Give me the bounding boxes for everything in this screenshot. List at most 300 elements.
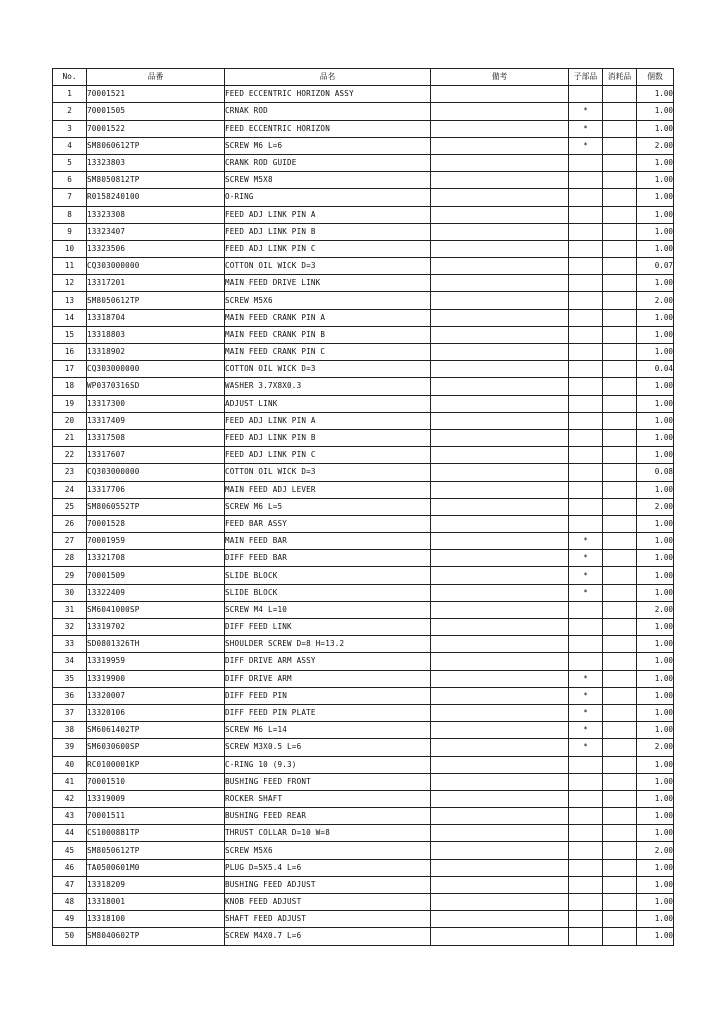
cell-consumable — [603, 481, 637, 498]
cell-part-name: SCREW M3X0.5 L=6 — [225, 739, 431, 756]
cell-no: 8 — [53, 206, 87, 223]
table-row — [53, 653, 674, 670]
cell-consumable — [603, 120, 637, 137]
cell-part-number: 13318209 — [87, 876, 225, 893]
cell-remarks — [431, 876, 569, 893]
cell-quantity: 1.00 — [637, 825, 674, 842]
cell-part-number: 13319900 — [87, 670, 225, 687]
cell-sub-part — [569, 773, 603, 790]
cell-consumable — [603, 189, 637, 206]
cell-part-number: 70001522 — [87, 120, 225, 137]
cell-sub-part — [569, 361, 603, 378]
cell-sub-part: * — [569, 567, 603, 584]
cell-consumable — [603, 842, 637, 859]
table-row — [53, 206, 674, 223]
cell-part-name: SLIDE BLOCK — [225, 584, 431, 601]
table-row — [53, 326, 674, 343]
cell-remarks — [431, 309, 569, 326]
cell-part-name: FEED BAR ASSY — [225, 515, 431, 532]
cell-part-name: DIFF FEED LINK — [225, 619, 431, 636]
cell-part-name: C-RING 10 (9.3) — [225, 756, 431, 773]
cell-remarks — [431, 894, 569, 911]
cell-quantity: 1.00 — [637, 756, 674, 773]
cell-quantity: 1.00 — [637, 172, 674, 189]
table-row — [53, 601, 674, 618]
cell-consumable — [603, 412, 637, 429]
cell-no: 1 — [53, 86, 87, 103]
cell-sub-part: * — [569, 722, 603, 739]
cell-sub-part: * — [569, 550, 603, 567]
cell-part-number: WP0370316SD — [87, 378, 225, 395]
cell-remarks — [431, 447, 569, 464]
cell-quantity: 1.00 — [637, 687, 674, 704]
cell-no: 45 — [53, 842, 87, 859]
cell-remarks — [431, 722, 569, 739]
cell-no: 48 — [53, 894, 87, 911]
cell-consumable — [603, 808, 637, 825]
cell-part-name: SCREW M5X6 — [225, 842, 431, 859]
cell-part-number: SM6061402TP — [87, 722, 225, 739]
cell-quantity: 1.00 — [637, 120, 674, 137]
cell-no: 11 — [53, 258, 87, 275]
cell-quantity: 1.00 — [637, 790, 674, 807]
cell-consumable — [603, 670, 637, 687]
table-row — [53, 154, 674, 171]
cell-consumable — [603, 756, 637, 773]
cell-part-name: FEED ECCENTRIC HORIZON — [225, 120, 431, 137]
cell-sub-part — [569, 429, 603, 446]
cell-part-number: CS1000881TP — [87, 825, 225, 842]
cell-remarks — [431, 189, 569, 206]
cell-part-number: SM6030600SP — [87, 739, 225, 756]
cell-remarks — [431, 515, 569, 532]
table-row — [53, 189, 674, 206]
cell-part-number: 13318100 — [87, 911, 225, 928]
cell-remarks — [431, 533, 569, 550]
cell-consumable — [603, 86, 637, 103]
table-row — [53, 515, 674, 532]
table-row — [53, 361, 674, 378]
cell-part-number: 13317607 — [87, 447, 225, 464]
table-row — [53, 481, 674, 498]
cell-consumable — [603, 378, 637, 395]
cell-sub-part — [569, 876, 603, 893]
cell-remarks — [431, 584, 569, 601]
table-row — [53, 825, 674, 842]
cell-sub-part — [569, 154, 603, 171]
table-row — [53, 619, 674, 636]
cell-no: 21 — [53, 429, 87, 446]
cell-sub-part — [569, 395, 603, 412]
cell-part-name: O-RING — [225, 189, 431, 206]
cell-remarks — [431, 361, 569, 378]
cell-part-name: THRUST COLLAR D=10 W=8 — [225, 825, 431, 842]
cell-sub-part: * — [569, 704, 603, 721]
cell-quantity: 1.00 — [637, 773, 674, 790]
cell-part-number: CQ303000000 — [87, 258, 225, 275]
cell-no: 39 — [53, 739, 87, 756]
cell-consumable — [603, 584, 637, 601]
cell-part-number: 70001521 — [87, 86, 225, 103]
table-row — [53, 240, 674, 257]
table-row — [53, 103, 674, 120]
header-remarks: 備考 — [431, 69, 569, 86]
cell-no: 26 — [53, 515, 87, 532]
cell-part-name: MAIN FEED DRIVE LINK — [225, 275, 431, 292]
cell-remarks — [431, 653, 569, 670]
cell-no: 40 — [53, 756, 87, 773]
cell-remarks — [431, 601, 569, 618]
cell-no: 27 — [53, 533, 87, 550]
cell-no: 19 — [53, 395, 87, 412]
cell-consumable — [603, 137, 637, 154]
cell-remarks — [431, 275, 569, 292]
cell-no: 28 — [53, 550, 87, 567]
cell-remarks — [431, 928, 569, 945]
cell-remarks — [431, 773, 569, 790]
cell-consumable — [603, 601, 637, 618]
cell-sub-part — [569, 447, 603, 464]
cell-sub-part — [569, 498, 603, 515]
cell-sub-part — [569, 189, 603, 206]
cell-no: 38 — [53, 722, 87, 739]
cell-quantity: 2.00 — [637, 498, 674, 515]
table-row — [53, 704, 674, 721]
cell-sub-part: * — [569, 103, 603, 120]
cell-part-name: DIFF DRIVE ARM — [225, 670, 431, 687]
cell-no: 14 — [53, 309, 87, 326]
cell-no: 46 — [53, 859, 87, 876]
cell-consumable — [603, 894, 637, 911]
cell-part-number: 70001510 — [87, 773, 225, 790]
cell-remarks — [431, 326, 569, 343]
cell-remarks — [431, 498, 569, 515]
cell-consumable — [603, 206, 637, 223]
table-row — [53, 395, 674, 412]
table-row — [53, 859, 674, 876]
cell-quantity: 1.00 — [637, 395, 674, 412]
cell-part-number: 13317300 — [87, 395, 225, 412]
table-row — [53, 447, 674, 464]
table-row — [53, 842, 674, 859]
cell-consumable — [603, 154, 637, 171]
cell-quantity: 0.04 — [637, 361, 674, 378]
table-header-row — [53, 69, 674, 86]
cell-part-name: SHOULDER SCREW D=8 H=13.2 — [225, 636, 431, 653]
cell-sub-part — [569, 86, 603, 103]
cell-part-number: 13317706 — [87, 481, 225, 498]
parts-list-table — [52, 68, 674, 946]
cell-sub-part — [569, 481, 603, 498]
cell-part-name: COTTON OIL WICK D=3 — [225, 361, 431, 378]
cell-quantity: 1.00 — [637, 189, 674, 206]
cell-consumable — [603, 326, 637, 343]
cell-sub-part — [569, 412, 603, 429]
cell-remarks — [431, 842, 569, 859]
table-row — [53, 670, 674, 687]
cell-part-name: COTTON OIL WICK D=3 — [225, 258, 431, 275]
cell-remarks — [431, 739, 569, 756]
cell-quantity: 1.00 — [637, 344, 674, 361]
cell-consumable — [603, 292, 637, 309]
cell-no: 32 — [53, 619, 87, 636]
cell-sub-part — [569, 240, 603, 257]
cell-part-number: 13319009 — [87, 790, 225, 807]
cell-remarks — [431, 137, 569, 154]
cell-quantity: 2.00 — [637, 601, 674, 618]
cell-no: 36 — [53, 687, 87, 704]
cell-part-name: ADJUST LINK — [225, 395, 431, 412]
cell-sub-part — [569, 326, 603, 343]
table-row — [53, 550, 674, 567]
table-row — [53, 876, 674, 893]
cell-remarks — [431, 412, 569, 429]
cell-sub-part — [569, 911, 603, 928]
table-row — [53, 790, 674, 807]
header-quantity: 個数 — [637, 69, 674, 86]
cell-quantity: 1.00 — [637, 808, 674, 825]
cell-quantity: 1.00 — [637, 515, 674, 532]
cell-part-number: 70001509 — [87, 567, 225, 584]
table-row — [53, 292, 674, 309]
table-row — [53, 739, 674, 756]
cell-part-name: ROCKER SHAFT — [225, 790, 431, 807]
cell-quantity: 1.00 — [637, 859, 674, 876]
cell-sub-part — [569, 309, 603, 326]
cell-part-name: SCREW M6 L=6 — [225, 137, 431, 154]
cell-remarks — [431, 120, 569, 137]
cell-consumable — [603, 653, 637, 670]
cell-part-name: BUSHING FEED FRONT — [225, 773, 431, 790]
cell-consumable — [603, 876, 637, 893]
cell-part-number: SM8060612TP — [87, 137, 225, 154]
cell-remarks — [431, 825, 569, 842]
table-row — [53, 464, 674, 481]
cell-quantity: 1.00 — [637, 533, 674, 550]
cell-part-number: CQ303000000 — [87, 464, 225, 481]
cell-consumable — [603, 704, 637, 721]
cell-remarks — [431, 790, 569, 807]
table-row — [53, 223, 674, 240]
cell-sub-part — [569, 515, 603, 532]
cell-part-name: DIFF FEED PIN PLATE — [225, 704, 431, 721]
cell-no: 4 — [53, 137, 87, 154]
cell-quantity: 2.00 — [637, 739, 674, 756]
cell-part-name: CRANK ROD GUIDE — [225, 154, 431, 171]
cell-sub-part — [569, 808, 603, 825]
cell-remarks — [431, 670, 569, 687]
cell-remarks — [431, 206, 569, 223]
cell-remarks — [431, 911, 569, 928]
cell-quantity: 1.00 — [637, 550, 674, 567]
table-row — [53, 911, 674, 928]
cell-remarks — [431, 808, 569, 825]
cell-no: 18 — [53, 378, 87, 395]
cell-sub-part — [569, 258, 603, 275]
cell-no: 33 — [53, 636, 87, 653]
cell-sub-part — [569, 619, 603, 636]
table-row — [53, 773, 674, 790]
cell-part-name: SCREW M4 L=10 — [225, 601, 431, 618]
cell-sub-part — [569, 842, 603, 859]
cell-remarks — [431, 636, 569, 653]
cell-part-name: MAIN FEED CRANK PIN C — [225, 344, 431, 361]
cell-part-number: 13319959 — [87, 653, 225, 670]
cell-consumable — [603, 223, 637, 240]
cell-consumable — [603, 275, 637, 292]
cell-no: 31 — [53, 601, 87, 618]
header-part-number: 品番 — [87, 69, 225, 86]
cell-quantity: 1.00 — [637, 619, 674, 636]
cell-part-number: 70001959 — [87, 533, 225, 550]
cell-part-name: MAIN FEED ADJ LEVER — [225, 481, 431, 498]
table-row — [53, 533, 674, 550]
cell-quantity: 1.00 — [637, 911, 674, 928]
cell-sub-part: * — [569, 120, 603, 137]
cell-sub-part — [569, 653, 603, 670]
cell-remarks — [431, 756, 569, 773]
cell-sub-part — [569, 894, 603, 911]
cell-sub-part — [569, 292, 603, 309]
table-row — [53, 894, 674, 911]
cell-part-number: 13322409 — [87, 584, 225, 601]
cell-part-name: PLUG D=5X5.4 L=6 — [225, 859, 431, 876]
cell-no: 15 — [53, 326, 87, 343]
cell-quantity: 1.00 — [637, 447, 674, 464]
cell-consumable — [603, 739, 637, 756]
table-row — [53, 86, 674, 103]
cell-no: 35 — [53, 670, 87, 687]
cell-no: 50 — [53, 928, 87, 945]
cell-consumable — [603, 498, 637, 515]
table-row — [53, 756, 674, 773]
cell-quantity: 2.00 — [637, 292, 674, 309]
cell-sub-part — [569, 790, 603, 807]
cell-part-name: SCREW M5X8 — [225, 172, 431, 189]
cell-part-name: BUSHING FEED ADJUST — [225, 876, 431, 893]
table-row — [53, 928, 674, 945]
cell-part-name: SLIDE BLOCK — [225, 567, 431, 584]
cell-part-number: 13320007 — [87, 687, 225, 704]
cell-quantity: 1.00 — [637, 240, 674, 257]
cell-sub-part — [569, 928, 603, 945]
cell-quantity: 1.00 — [637, 670, 674, 687]
cell-part-number: SM6041000SP — [87, 601, 225, 618]
cell-remarks — [431, 103, 569, 120]
cell-part-name: MAIN FEED BAR — [225, 533, 431, 550]
cell-remarks — [431, 619, 569, 636]
cell-quantity: 1.00 — [637, 481, 674, 498]
table-row — [53, 258, 674, 275]
header-no: No. — [53, 69, 87, 86]
cell-consumable — [603, 361, 637, 378]
cell-no: 10 — [53, 240, 87, 257]
cell-part-number: SM8060552TP — [87, 498, 225, 515]
table-row — [53, 808, 674, 825]
cell-part-name: FEED ADJ LINK PIN C — [225, 240, 431, 257]
cell-part-number: 13318001 — [87, 894, 225, 911]
cell-consumable — [603, 859, 637, 876]
cell-no: 20 — [53, 412, 87, 429]
cell-part-number: R0158240100 — [87, 189, 225, 206]
table-row — [53, 309, 674, 326]
table-row — [53, 172, 674, 189]
cell-part-number: 13323803 — [87, 154, 225, 171]
cell-consumable — [603, 928, 637, 945]
cell-no: 49 — [53, 911, 87, 928]
cell-part-number: 70001528 — [87, 515, 225, 532]
cell-no: 13 — [53, 292, 87, 309]
cell-sub-part — [569, 636, 603, 653]
cell-consumable — [603, 464, 637, 481]
cell-sub-part — [569, 344, 603, 361]
cell-sub-part: * — [569, 670, 603, 687]
cell-quantity: 1.00 — [637, 567, 674, 584]
header-part-name: 品名 — [225, 69, 431, 86]
cell-part-name: SCREW M5X6 — [225, 292, 431, 309]
cell-sub-part: * — [569, 533, 603, 550]
table-row — [53, 636, 674, 653]
table-row — [53, 344, 674, 361]
cell-quantity: 1.00 — [637, 223, 674, 240]
cell-part-number: SM8050612TP — [87, 842, 225, 859]
cell-sub-part — [569, 601, 603, 618]
cell-part-number: RC0100001KP — [87, 756, 225, 773]
table-row — [53, 584, 674, 601]
cell-remarks — [431, 258, 569, 275]
cell-consumable — [603, 790, 637, 807]
cell-sub-part — [569, 378, 603, 395]
cell-quantity: 1.00 — [637, 704, 674, 721]
cell-part-number: TA0500601M0 — [87, 859, 225, 876]
cell-remarks — [431, 550, 569, 567]
cell-no: 24 — [53, 481, 87, 498]
cell-sub-part: * — [569, 687, 603, 704]
cell-part-number: 13318704 — [87, 309, 225, 326]
cell-part-name: KNOB FEED ADJUST — [225, 894, 431, 911]
cell-no: 37 — [53, 704, 87, 721]
cell-part-number: SD0801326TH — [87, 636, 225, 653]
cell-part-name: SCREW M4X0.7 L=6 — [225, 928, 431, 945]
cell-quantity: 1.00 — [637, 653, 674, 670]
cell-sub-part — [569, 825, 603, 842]
cell-part-name: COTTON OIL WICK D=3 — [225, 464, 431, 481]
table-row — [53, 120, 674, 137]
cell-sub-part — [569, 172, 603, 189]
cell-consumable — [603, 773, 637, 790]
cell-part-number: 70001505 — [87, 103, 225, 120]
cell-consumable — [603, 447, 637, 464]
cell-remarks — [431, 567, 569, 584]
cell-part-number: SM8040602TP — [87, 928, 225, 945]
cell-no: 22 — [53, 447, 87, 464]
cell-sub-part — [569, 275, 603, 292]
cell-remarks — [431, 687, 569, 704]
cell-part-name: MAIN FEED CRANK PIN A — [225, 309, 431, 326]
cell-no: 42 — [53, 790, 87, 807]
cell-part-number: SM8050612TP — [87, 292, 225, 309]
cell-no: 5 — [53, 154, 87, 171]
cell-quantity: 1.00 — [637, 309, 674, 326]
cell-no: 17 — [53, 361, 87, 378]
cell-consumable — [603, 687, 637, 704]
cell-part-number: 70001511 — [87, 808, 225, 825]
cell-remarks — [431, 172, 569, 189]
cell-no: 41 — [53, 773, 87, 790]
cell-quantity: 1.00 — [637, 154, 674, 171]
cell-consumable — [603, 911, 637, 928]
cell-part-number: 13323407 — [87, 223, 225, 240]
